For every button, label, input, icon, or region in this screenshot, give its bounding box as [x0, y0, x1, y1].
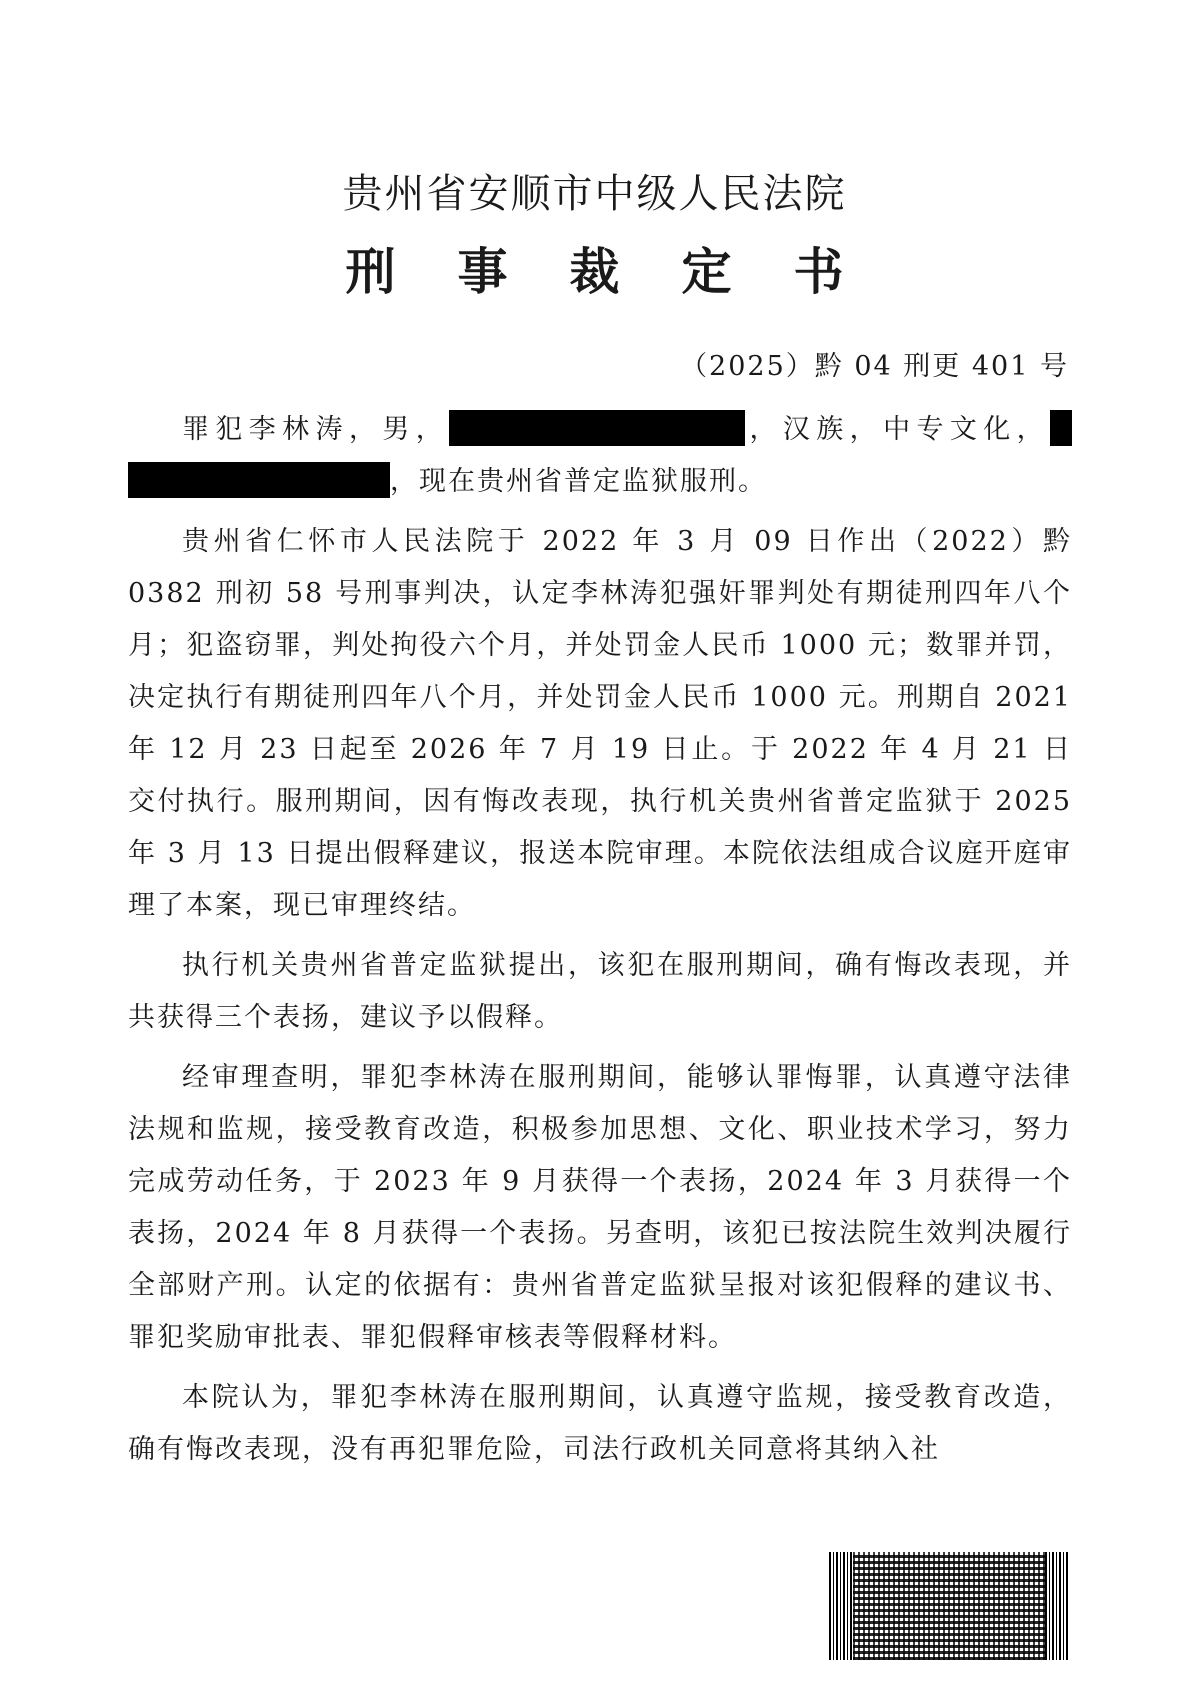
redaction-block [449, 410, 745, 446]
redaction-block [128, 462, 390, 498]
defendant-intro-text: 罪犯李林涛，男， [182, 414, 450, 445]
defendant-location-text: ，现在贵州省普定监狱服刑。 [390, 466, 767, 497]
barcode-bars-left [829, 1552, 853, 1660]
case-number: （2025）黔 04 刑更 401 号 [680, 351, 1069, 382]
barcode-icon [829, 1552, 1069, 1660]
paragraph-original-judgment: 贵州省仁怀市人民法院于 2022 年 3 月 09 日作出（2022）黔 0382 刑初 58 号刑事判决，认定李林涛犯强奸罪判处有期徒刑四年八个月；犯盗窃罪，判处拘役六个月，并处罚金人民币 1000 元；数罪并罚，决定执行有期徒刑四年八个月，并处罚金人民币 1000 元。刑期自 2021 年 12 月 23 日起至 2026 年 7 月 19 日止。于 2022 年 4 月 21 日交付执行。服刑期间，因有悔改表现，执行机关贵州省普定监狱于 2025 年 3 月 13 日提出假释建议，报送本院审理。本院依法组成合议庭开庭审理了本案，现已审理终结。 [128, 526, 1072, 921]
document-body [128, 404, 1072, 1484]
barcode-bars-right [1045, 1552, 1069, 1660]
paragraph-defendant-info [128, 404, 1072, 508]
court-name: 贵州省安顺市中级人民法院 [342, 171, 847, 217]
document-type-title: 刑事裁定书 [345, 242, 906, 301]
redaction-block [1050, 410, 1072, 446]
defendant-ethnicity-text: ，汉族，中专文化， [745, 414, 1051, 445]
paragraph-prison-proposal: 执行机关贵州省普定监狱提出，该犯在服刑期间，确有悔改表现，并共获得三个表扬，建议予以假释。 [128, 950, 1072, 1033]
paragraph-findings: 经审理查明，罪犯李林涛在服刑期间，能够认罪悔罪，认真遵守法律法规和监规，接受教育改造，积极参加思想、文化、职业技术学习，努力完成劳动任务，于 2023 年 9 月获得一个表扬，2024 年 3 月获得一个表扬，2024 年 8 月获得一个表扬。另查明，该犯已按法院生效判决履行全部财产刑。认定的依据有：贵州省普定监狱呈报对该犯假释的建议书、罪犯奖励审批表、罪犯假释审核表等假释材料。 [128, 1062, 1072, 1353]
barcode-matrix [853, 1552, 1045, 1660]
paragraph-court-opinion: 本院认为，罪犯李林涛在服刑期间，认真遵守监规，接受教育改造，确有悔改表现，没有再犯罪危险，司法行政机关同意将其纳入社 [128, 1382, 1072, 1465]
